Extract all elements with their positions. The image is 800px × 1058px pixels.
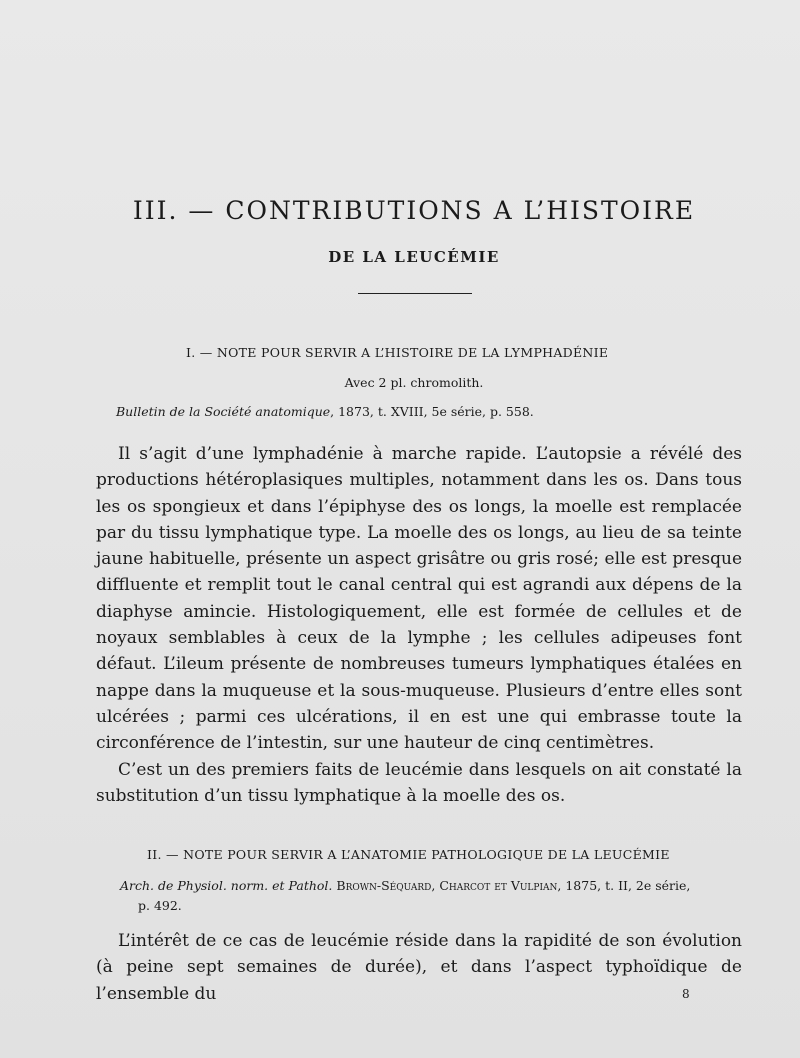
page-number: 8 bbox=[682, 987, 690, 1001]
paragraph: L’intérêt de ce cas de leucémie réside dans la rapidité de son évolution (à peine sept semaines de durée), et dans l’aspect typhoïdique de l’ensemble du bbox=[96, 931, 742, 1004]
note-2-body bbox=[96, 928, 742, 1007]
note-1-reference-details: , 1873, t. XVIII, 5e série, p. 558. bbox=[330, 404, 534, 419]
paragraph: C’est un des premiers faits de leucémie dans lesquels on ait constaté la substitution d’un tissu lymphatique à la moelle des os. bbox=[96, 759, 742, 806]
paragraph: Il s’agit d’une lymphadénie à marche rapide. L’autopsie a révélé des productions hétéroplasiques multiples, notamment dans les os. Dans tous les os spongieux et dans l’épiphyse des os longs, la moelle est remplacée par du tissu lymphatique type. La moelle des os longs, au lieu de sa teinte jaune habituelle, présente un aspect grisâtre ou gris rosé; elle est presque diffluente et remplit tout le canal central qui est agrandi aux dépens de la diaphyse amincie. Histologiquement, elle est formée de cellules et de noyaux semblables à ceux de la lymphe ; les cellules adipeuses font défaut. L’ileum présente de nombreuses tumeurs lymphatiques étalées en nappe dans la muqueuse et la sous-muqueuse. Plusieurs d’entre elles sont ulcérées ; parmi ces ulcérations, il en est une qui embrasse toute la circonférence de l’intestin, sur une hauteur de cinq centimètres. bbox=[96, 444, 742, 754]
section-title: III. — CONTRIBUTIONS A L’HISTOIRE bbox=[132, 196, 696, 225]
section-subtitle: DE LA LEUCÉMIE bbox=[328, 248, 500, 266]
note-2-journal: Arch. de Physiol. norm. et Pathol. bbox=[120, 878, 333, 893]
note-2-reference bbox=[120, 876, 750, 916]
note-2-page-reference: p. 492. bbox=[138, 898, 182, 913]
note-1-title: I. — NOTE POUR SERVIR A L’HISTOIRE DE LA LYMPHADÉNIE bbox=[186, 345, 609, 360]
section-divider bbox=[358, 293, 472, 294]
note-1-body bbox=[96, 441, 742, 809]
note-2-authors: Brown-Séquard, Charcot et Vulpian bbox=[336, 878, 558, 893]
note-1-reference bbox=[116, 404, 534, 419]
note-2-title: II. — NOTE POUR SERVIR A L’ANATOMIE PATHOLOGIQUE DE LA LEUCÉMIE bbox=[147, 847, 670, 862]
note-2-reference-details: , 1875, t. II, 2e série, bbox=[557, 878, 691, 893]
note-1-journal: Bulletin de la Société anatomique bbox=[116, 404, 331, 419]
note-1-subtitle: Avec 2 pl. chromolith. bbox=[344, 375, 484, 390]
